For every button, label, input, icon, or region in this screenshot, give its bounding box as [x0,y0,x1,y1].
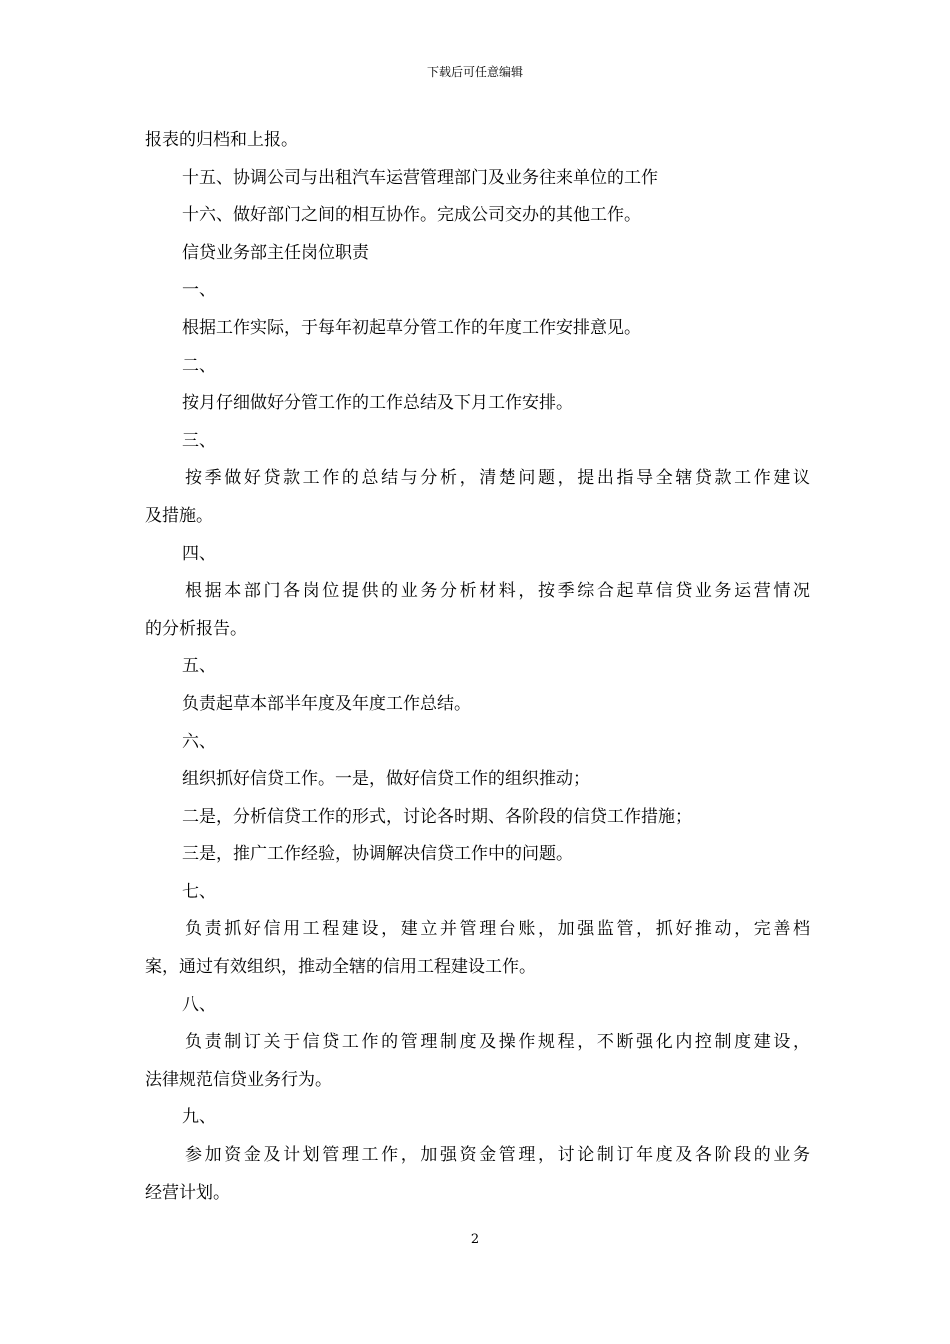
text-line: 二是，分析信贷工作的形式，讨论各时期、各阶段的信贷工作措施； [182,806,692,827]
item-number: 三、 [182,430,216,451]
text-line: 根据工作实际，于每年初起草分管工作的年度工作安排意见。 [182,317,641,338]
item-number: 七、 [182,881,216,902]
section-title: 信贷业务部主任岗位职责 [182,242,369,263]
text-line: 经营计划。 [145,1182,230,1203]
text-line: 按月仔细做好分管工作的工作总结及下月工作安排。 [182,393,573,414]
item-number: 八、 [182,994,216,1015]
item-number: 五、 [182,656,216,677]
item-number: 四、 [182,543,216,564]
text-line: 十五、协调公司与出租汽车运营管理部门及业务往来单位的工作 [182,167,658,188]
document-body [145,122,810,1212]
text-line: 案，通过有效组织，推动全辖的信用工程建设工作。 [145,957,536,978]
item-number: 二、 [182,355,216,376]
text-line: 根据本部门各岗位提供的业务分析材料，按季综合起草信贷业务运营情况 [185,581,810,602]
text-line: 按季做好贷款工作的总结与分析，清楚问题，提出指导全辖贷款工作建议 [185,468,810,489]
text-line: 法律规范信贷业务行为。 [145,1069,332,1090]
text-line: 报表的归档和上报。 [145,130,298,150]
text-line: 三是，推广工作经验，协调解决信贷工作中的问题。 [182,844,573,865]
text-line: 的分析报告。 [145,618,247,639]
item-number: 一、 [182,280,216,301]
page-header: 下载后可任意编辑 [426,65,523,79]
text-line: 负责起草本部半年度及年度工作总结。 [182,693,471,714]
text-line: 及措施。 [145,505,213,526]
item-number: 六、 [182,731,216,752]
item-number: 九、 [182,1107,216,1128]
text-line: 十六、做好部门之间的相互协作。完成公司交办的其他工作。 [182,205,641,226]
text-line: 参加资金及计划管理工作，加强资金管理，讨论制订年度及各阶段的业务 [185,1145,810,1166]
text-line: 组织抓好信贷工作。一是，做好信贷工作的组织推动； [182,769,590,790]
text-line: 负责制订关于信贷工作的管理制度及操作规程，不断强化内控制度建设， [185,1032,810,1053]
page-number: 2 [470,1232,480,1247]
text-line: 负责抓好信用工程建设，建立并管理台账，加强监管，抓好推动，完善档 [185,919,810,940]
